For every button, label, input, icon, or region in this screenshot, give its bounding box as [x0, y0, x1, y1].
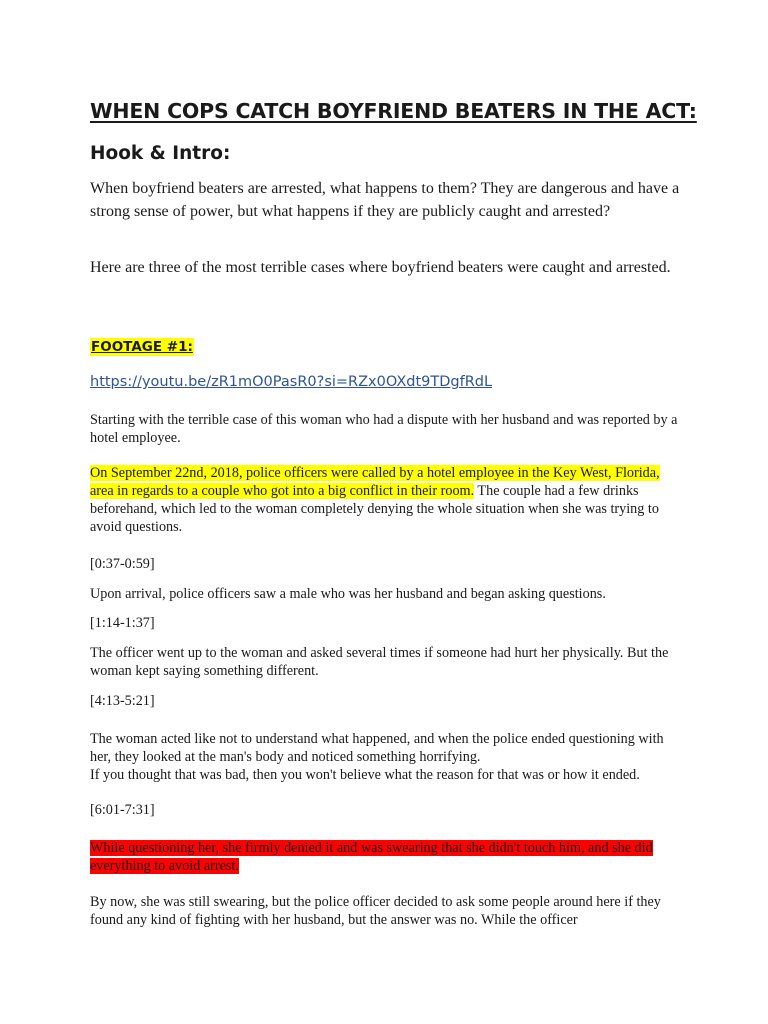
intro-paragraph-2: Here are three of the most terrible cases where boyfriend beaters were caught and arrested. — [90, 259, 671, 276]
intro-paragraph-1: When boyfriend beaters are arrested, what happens to them? They are dangerous and have a strong sense of power, but what happens if they are publicly caught and arrested? — [90, 180, 680, 220]
paragraph-swearing: By now, she was still swearing, but the police officer decided to ask some people around here if they found any kind of fighting with her husband, but the answer was no. While the officer — [90, 894, 661, 928]
paragraph-horrifying-line1: The woman acted like not to understand what happened, and when the police ended questioning with her, they looked at the man's body and noticed something horrifying. — [90, 731, 664, 765]
timestamp-2: [1:14-1:37] — [90, 615, 155, 631]
red-highlighted-sentence: While questioning her, she firmly denied it and was swearing that she didn't touch him, and she did everything to avoid arrest. — [90, 840, 653, 874]
paragraph-incident — [90, 464, 680, 536]
paragraph-arrival: Upon arrival, police officers saw a male who was her husband and began asking questions. — [90, 586, 606, 602]
timestamp-4: [6:01-7:31] — [90, 802, 155, 818]
document-title: WHEN COPS CATCH BOYFRIEND BEATERS IN THE ACT: — [90, 99, 697, 123]
paragraph-horrifying-line2: If you thought that was bad, then you won't believe what the reason for that was or how it ended. — [90, 767, 640, 783]
highlighted-sentence: On September 22nd, 2018, police officers were called by a hotel employee in the Key West, Florida, area in regards to a couple who got into a big conflict in their room. — [90, 465, 660, 499]
timestamp-1: [0:37-0:59] — [90, 556, 155, 572]
paragraph-incident-rest: The couple had a few drinks beforehand, which led to the woman completely denying the whole situation when she was trying to avoid questions. — [90, 483, 659, 535]
footage-label: FOOTAGE #1: — [91, 339, 193, 355]
paragraph-denial — [90, 839, 680, 875]
paragraph-intro-case: Starting with the terrible case of this woman who had a dispute with her husband and was reported by a hotel employee. — [90, 412, 678, 446]
timestamp-3: [4:13-5:21] — [90, 693, 155, 709]
paragraph-officer-asks: The officer went up to the woman and asked several times if someone had hurt her physically. But the woman kept saying something different. — [90, 645, 669, 679]
paragraph-horrifying — [90, 730, 680, 784]
section-heading-hook-intro: Hook & Intro: — [90, 143, 231, 164]
footage-link[interactable]: https://youtu.be/zR1mO0PasR0?si=RZx0OXdt9TDgfRdL — [90, 374, 493, 390]
